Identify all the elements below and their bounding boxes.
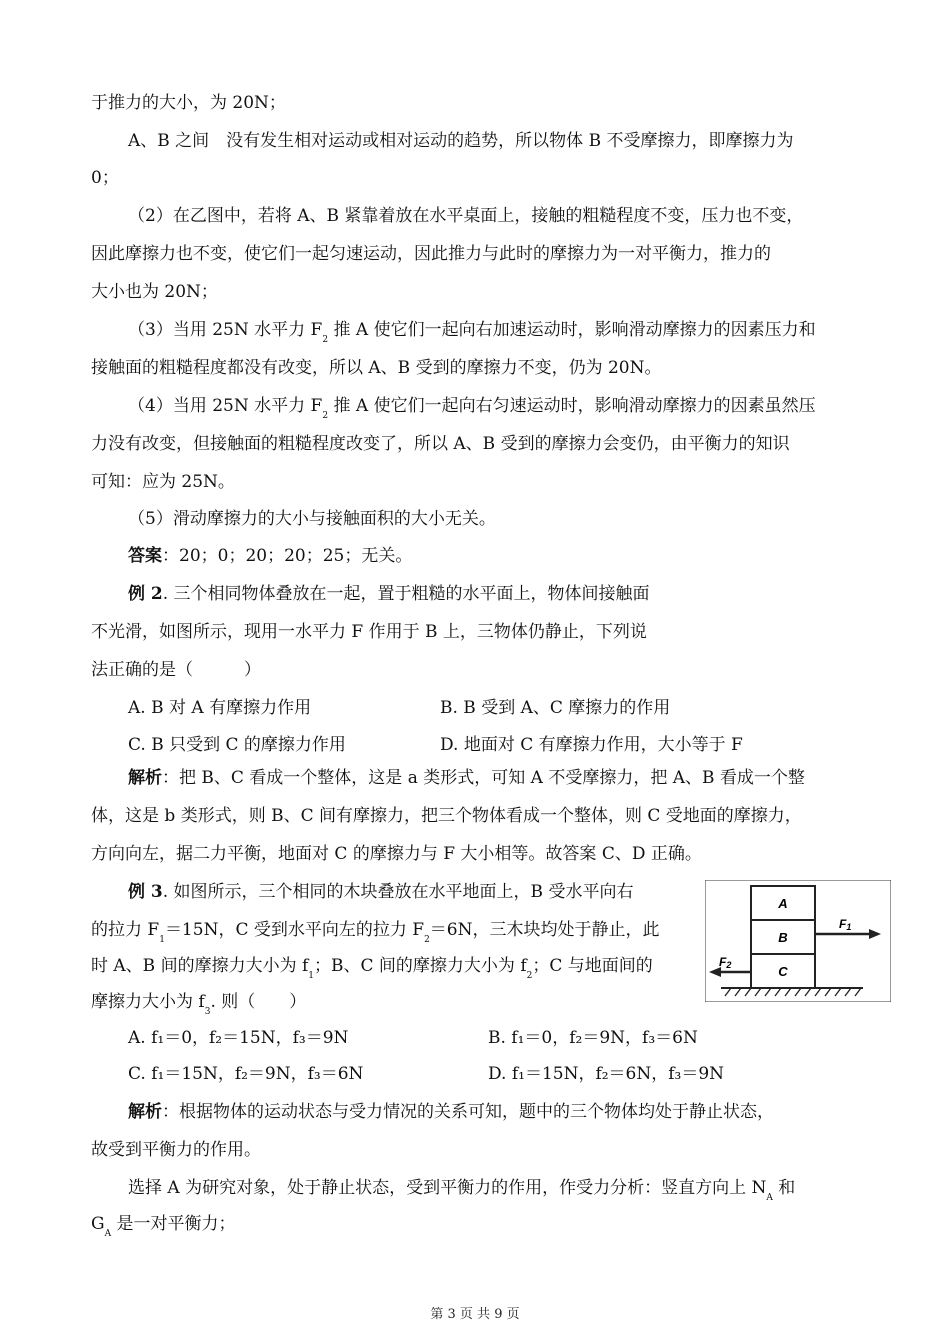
text-line: 因此摩擦力也不变，使它们一起匀速运动，因此推力与此时的摩擦力为一对平衡力，推力的 (91, 244, 771, 264)
answer-label: 答案 (128, 546, 162, 566)
block-a-label: A (778, 896, 788, 911)
page-footer: 第 3 页 共 9 页 (430, 1307, 520, 1322)
option-d: D. 地面对 C 有摩擦力作用，大小等于 F (440, 735, 743, 755)
example-2-line: 例 2. 三个相同物体叠放在一起，置于粗糙的水平面上，物体间接触面 (128, 584, 650, 604)
force-2-label: F2 (719, 955, 732, 970)
stacked-blocks-figure (705, 880, 891, 1002)
text-line: 的拉力 $F_1=15N$，C 受到水平向左的拉力 $F_2=6N$，三木块均处于静止，此 (91, 920, 660, 945)
text-line: 0； (91, 168, 119, 188)
option-c: C. B 只受到 C 的摩擦力作用 (128, 735, 346, 755)
text-line: 不光滑，如图所示，现用一水平力 F 作用于 B 上，三物体仍静止，下列说 (91, 622, 647, 642)
text-line: 体，这是 b 类形式，则 B、C 间有摩擦力，把三个物体看成一个整体，则 C 受地面的摩擦力， (91, 806, 802, 826)
text-line: （3）当用 25N 水平力 $F_2$ 推 A 使它们一起向右加速运动时，影响滑动摩擦力的因素压力和 (128, 320, 816, 345)
text-line: 大小也为 20N； (91, 282, 218, 302)
example-3-line: 例 3. 如图所示，三个相同的木块叠放在水平地面上，B 受水平向右 (128, 882, 634, 902)
text-line: （4）当用 25N 水平力 $F_2$ 推 A 使它们一起向右匀速运动时，影响滑动摩擦力的因素虽然压 (128, 396, 816, 421)
answer-line: 答案：20；0；20；20；25；无关。 (128, 546, 413, 566)
option-c: C. f₁＝15N，f₂＝9N，f₃＝6N (128, 1064, 364, 1084)
force-1-label: F1 (839, 917, 852, 932)
text-line: 故受到平衡力的作用。 (91, 1140, 261, 1160)
text-line: 方向向左，据二力平衡，地面对 C 的摩擦力与 F 大小相等。故答案 C、D 正确。 (91, 844, 702, 864)
text-line: 时 A、B 间的摩擦力大小为 $f_1$；B、C 间的摩擦力大小为 $f_2$；C 与地面间的 (91, 956, 653, 981)
text-line: 法正确的是（ ） (91, 660, 261, 680)
option-b: B. f₁＝0，f₂＝9N，f₃＝6N (488, 1028, 698, 1048)
text-line: 接触面的粗糙程度都没有改变，所以 A、B 受到的摩擦力不变，仍为 20N。 (91, 358, 662, 378)
text-line: 于推力的大小，为 20N； (91, 93, 286, 113)
ground-hatching (725, 988, 861, 996)
block-b-label: B (778, 930, 788, 945)
analysis-label: 解析 (128, 768, 162, 788)
text-line: （5）滑动摩擦力的大小与接触面积的大小无关。 (128, 509, 496, 529)
analysis-line: 解析：根据物体的运动状态与受力情况的关系可知，题中的三个物体均处于静止状态， (128, 1102, 774, 1122)
analysis-label: 解析 (128, 1102, 162, 1122)
option-a: A. B 对 A 有摩擦力作用 (128, 698, 312, 718)
example-3-label: 例 3 (128, 882, 163, 902)
option-d: D. f₁＝15N，f₂＝6N，f₃＝9N (488, 1064, 725, 1084)
analysis-line: 解析：把 B、C 看成一个整体，这是 a 类形式，可知 A 不受摩擦力，把 A、B 看成一个整 (128, 768, 805, 788)
text-line: A、B 之间 没有发生相对运动或相对运动的趋势，所以物体 B 不受摩擦力，即摩擦力为 (128, 131, 794, 151)
text-line: 选择 A 为研究对象，处于静止状态，受到平衡力的作用，作受力分析：竖直方向上 $N_A$ 和 (128, 1178, 796, 1203)
text-line: （2）在乙图中，若将 A、B 紧靠着放在水平桌面上，接触的粗糙程度不变，压力也不变， (128, 206, 804, 226)
text-line: $G_A$ 是一对平衡力； (91, 1214, 236, 1239)
force-1-arrowhead (869, 929, 881, 939)
option-b: B. B 受到 A、C 摩擦力的作用 (440, 698, 671, 718)
example-2-label: 例 2 (128, 584, 163, 604)
text-line: 力没有改变，但接触面的粗糙程度改变了，所以 A、B 受到的摩擦力会变仍，由平衡力的知识 (91, 434, 790, 454)
text-line: 摩擦力大小为 $f_3$. 则（ ） (91, 992, 307, 1017)
text-line: 可知：应为 25N。 (91, 472, 235, 492)
block-c-label: C (778, 964, 788, 979)
option-a: A. f₁＝0，f₂＝15N，f₃＝9N (128, 1028, 349, 1048)
